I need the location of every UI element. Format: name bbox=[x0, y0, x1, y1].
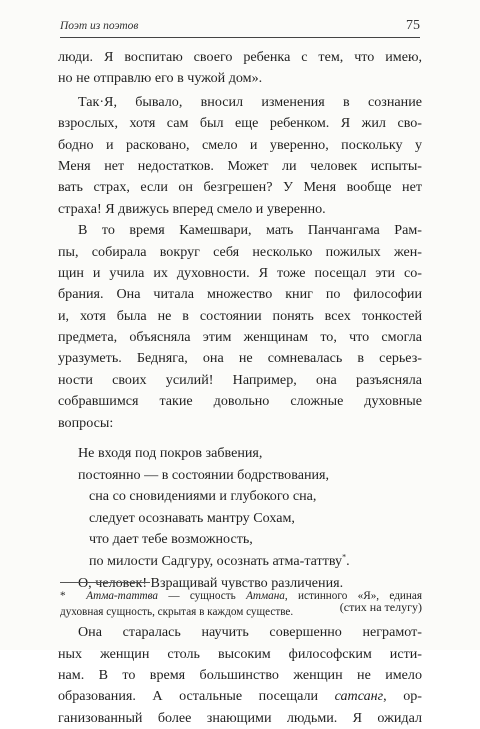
text-line: щин и учила их духовности. Я тоже посещал эти со- bbox=[58, 264, 422, 281]
text-line bbox=[58, 686, 422, 707]
page-body bbox=[58, 47, 422, 729]
footnote-term: Атма-таттва bbox=[86, 590, 158, 602]
text-line: ганизованный более знающими людьми. Я ожидал bbox=[58, 709, 422, 726]
running-title: Поэт из поэтов bbox=[60, 20, 139, 32]
footnote bbox=[60, 588, 422, 620]
verse-source-note: (стих на телугу) bbox=[339, 600, 422, 615]
paragraph-1 bbox=[58, 47, 422, 90]
header-rule bbox=[60, 37, 420, 38]
text-line: взрослых, хотя сам был еще ребенком. Я жил сво- bbox=[58, 115, 422, 132]
page-header bbox=[60, 17, 420, 39]
verse-line: Не входя под покров забвения, bbox=[78, 445, 263, 462]
verse-line: сна со сновидениями и глубокого сна, bbox=[89, 488, 317, 505]
text-line: нам. В то время большинство женщин не имело bbox=[58, 666, 422, 683]
text-line: Меня нет недостатков. Может ли человек испыты- bbox=[58, 157, 422, 174]
text-line: предмета, объясняла этим женщинам то, что смогла bbox=[58, 329, 422, 346]
text-line: ности своих усилий! Например, она разъясняла bbox=[58, 371, 422, 388]
text-line: Так·Я, бывало, вносил изменения в сознание bbox=[78, 93, 422, 110]
text-fragment: , ор- bbox=[383, 688, 422, 705]
verse-line: по милости Садгуру, осознать атма-таттву*. bbox=[89, 552, 350, 569]
paragraph-3 bbox=[58, 220, 422, 434]
paragraph-2 bbox=[58, 92, 422, 220]
verse-line: следует осознавать мантру Сохам, bbox=[89, 509, 295, 526]
text-line: страха! Я движусь вперед смело и уверенно. bbox=[58, 200, 326, 217]
footnote-rule bbox=[60, 582, 150, 583]
verse-line: постоянно — в состоянии бодрствования, bbox=[78, 466, 330, 483]
text-line: но не отправлю его в чужой дом». bbox=[58, 70, 263, 87]
italic-term: сатсанг bbox=[334, 688, 384, 705]
footnote-line bbox=[60, 588, 422, 604]
footnote-term: Атмана bbox=[246, 590, 285, 602]
verse-line-text: по милости Садгуру, осознать атма-таттву bbox=[89, 553, 343, 569]
text-line: В то время Камешвари, мать Панчангама Рам- bbox=[78, 222, 422, 239]
verse-line: О, человек! Взращивай чувство различения. bbox=[78, 574, 344, 591]
page-number: 75 bbox=[406, 18, 420, 33]
verse-line: что дает тебе возможность, bbox=[89, 531, 253, 548]
footnote-text: , истинного «Я», единая bbox=[284, 590, 423, 602]
text-line: и, хотя была не в состоянии понять всех тонкостей bbox=[58, 307, 422, 324]
paragraph-4 bbox=[58, 622, 422, 729]
text-line: вопросы: bbox=[58, 414, 114, 431]
text-line: бодно и расковано, смело и уверенно, поскольку у bbox=[58, 136, 422, 153]
text-line: вать страх, если он безгрешен? У Меня вообще нет bbox=[58, 179, 422, 196]
text-line: уразуметь. Бедняга, она не сомневалась в серьез- bbox=[58, 350, 422, 367]
text-line: Она старалась научить совершенно неграмот- bbox=[78, 624, 422, 641]
text-line: собравшимся такие довольно сложные духовные bbox=[58, 393, 422, 410]
text-line: брания. Она читала множество книг по философии bbox=[58, 286, 422, 303]
footnote-marker: * bbox=[342, 552, 347, 562]
footnote-text: — сущность bbox=[158, 590, 247, 602]
footnote-line: духовная сущность, скрытая в каждом существе. bbox=[60, 606, 294, 618]
footnote-mark: * bbox=[60, 590, 66, 602]
text-fragment: образования. А остальные посещали bbox=[58, 688, 335, 705]
text-line: ных женщин столь высоким философским исти- bbox=[58, 645, 422, 662]
text-line: пы, собирала вокруг себя несколько пожилых жен- bbox=[58, 243, 422, 260]
text-line: люди. Я воспитаю своего ребенка с тем, что имею, bbox=[58, 49, 422, 65]
